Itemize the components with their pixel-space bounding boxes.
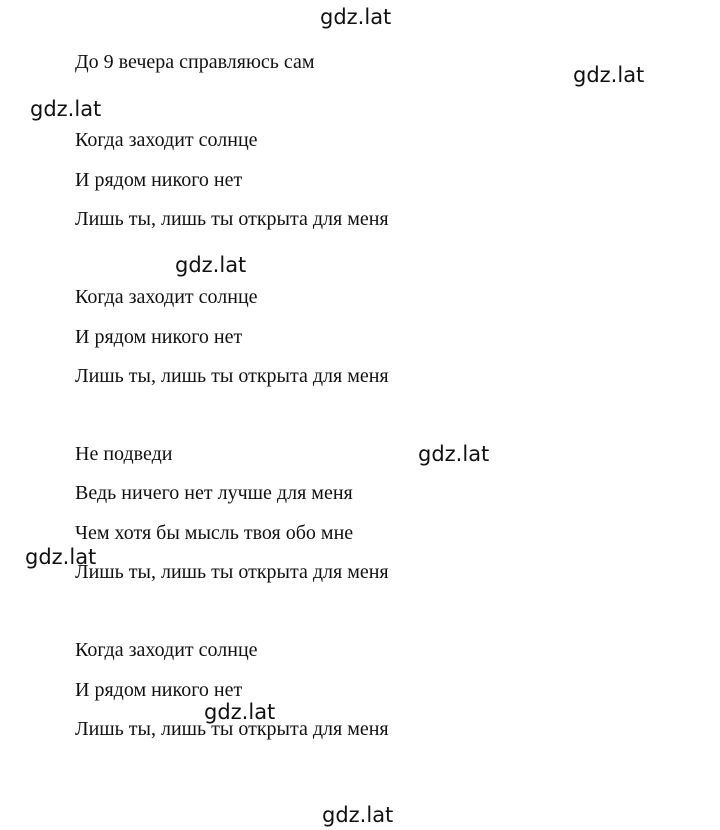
text-line: Лишь ты, лишь ты открыта для меня [75,208,389,230]
text-line: Лишь ты, лишь ты открыта для меня [75,561,389,583]
watermark: gdz.lat [322,803,394,827]
text-line: Ведь ничего нет лучше для меня [75,482,353,504]
text-line: И рядом никого нет [75,169,243,191]
watermark: gdz.lat [418,442,490,466]
text-line: Чем хотя бы мысль твоя обо мне [75,522,354,544]
watermark: gdz.lat [320,5,392,29]
watermark: gdz.lat [175,253,247,277]
text-line: И рядом никого нет [75,679,243,701]
text-line: Лишь ты, лишь ты открыта для меня [75,365,389,387]
watermark: gdz.lat [30,97,102,121]
text-line: Когда заходит солнце [75,286,258,308]
text-line: До 9 вечера справляюсь сам [75,51,315,73]
watermark: gdz.lat [204,700,276,724]
text-line: Лишь ты, лишь ты открыта для меня [75,718,389,740]
watermark: gdz.lat [573,63,645,87]
watermark: gdz.lat [25,545,97,569]
text-line: И рядом никого нет [75,326,243,348]
text-line: Когда заходит солнце [75,639,258,661]
text-line: Не подведи [75,443,173,465]
text-line: Когда заходит солнце [75,129,258,151]
